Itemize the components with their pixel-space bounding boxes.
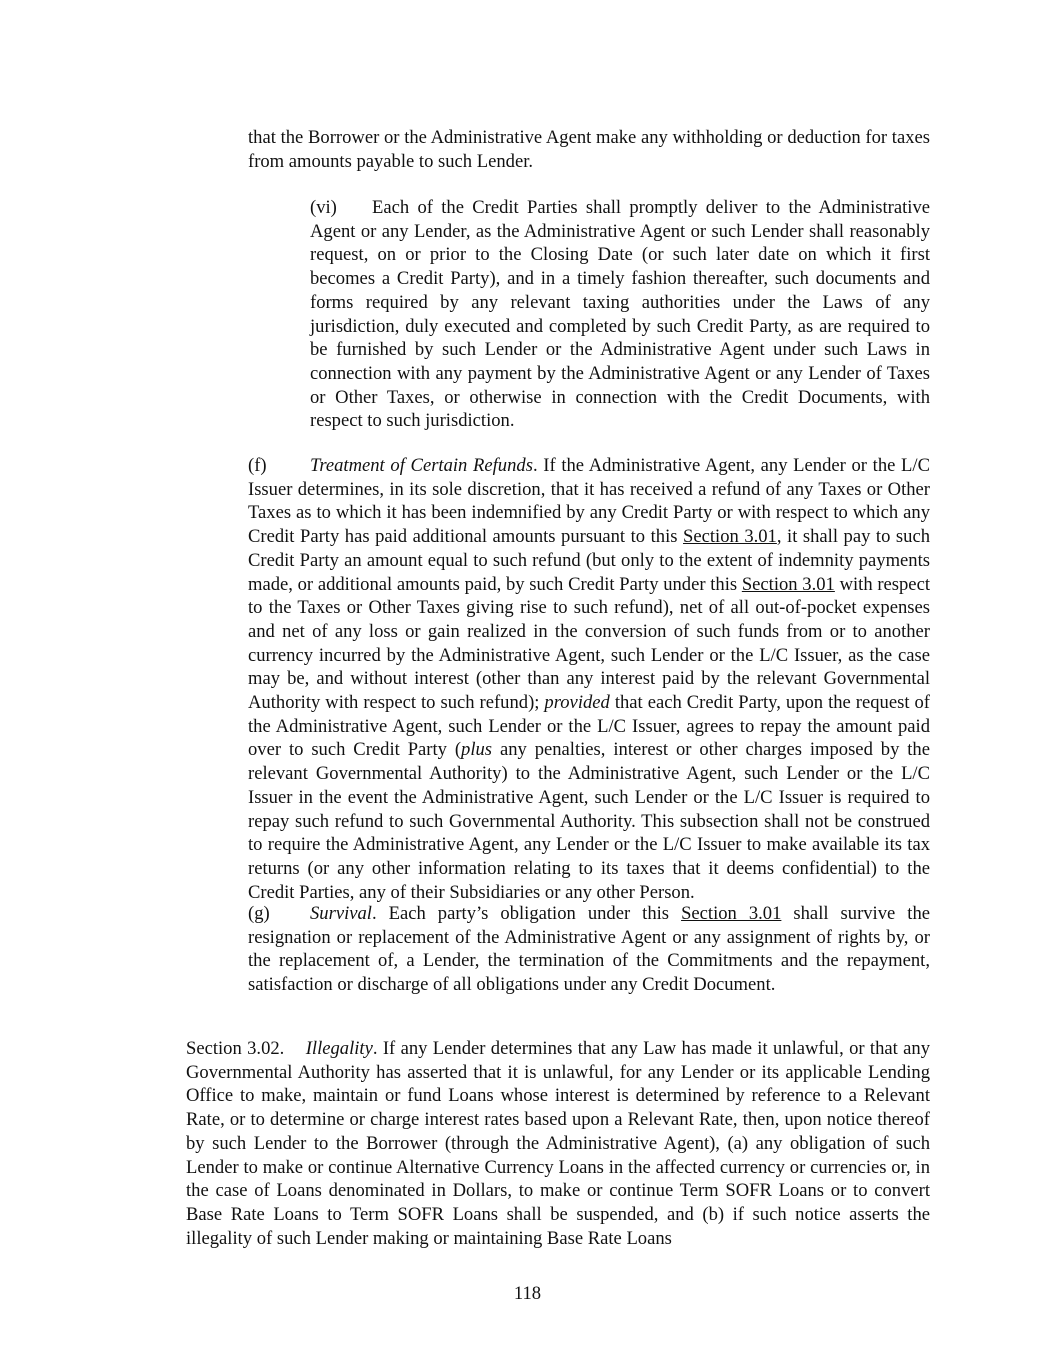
paragraph-f-text-1: . If the Administrative Agent, any Lender or the L/C Issuer determines, in its sole discretion, that it has received a refund of any Taxes or Other Taxes as to which it has been indemnified by any Credit Party or with respect to which any Credit Party has paid additional amounts pursuant to this — [248, 455, 930, 548]
section-reference-link[interactable]: Section 3.01 — [683, 526, 777, 548]
paragraph-g-number: (g) — [248, 903, 270, 924]
paragraph-vi — [248, 196, 930, 433]
paragraph-f-text — [124, 454, 930, 904]
section-3-02-heading: Illegality — [305, 1038, 373, 1059]
section-reference-link[interactable]: Section 3.01 — [681, 903, 782, 924]
paragraph-g-text-2: shall survive the resignation or replacement of the Administrative Agent or any assignment of rights by, or the replacement of, a Lender, the termination of the Commitments and the repayment, satisfaction or discharge of all obligations under any Credit Document. — [248, 903, 930, 996]
section-3-02-text — [124, 1037, 930, 1250]
plus-term: plus — [461, 739, 493, 761]
paragraph-continuation — [248, 126, 930, 173]
page-number: 118 — [513, 1283, 542, 1304]
paragraph-g-text — [124, 902, 930, 997]
provided-term: provided — [544, 692, 610, 714]
continuation-text: that the Borrower or the Administrative Agent make any withholding or deduction for taxes from amounts payable to such Lender. — [248, 127, 930, 172]
section-3-02 — [124, 1037, 930, 1250]
paragraph-f-text-2: , it shall pay to such Credit Party an amount equal to such refund (but only to the extent of indemnity payments made, or additional amounts paid, by such Credit Party under this — [248, 526, 930, 595]
paragraph-f-text-5: any penalties, interest or other charges imposed by the relevant Governmental Authority) to the Administrative Agent, such Lender or the L/C Issuer in the event the Administrative Agent, such Lender or the L/C Issuer is required to repay such refund to such Governmental Authority. This subsection shall not be construed to require the Administrative Agent, any Lender or the L/C Issuer to make available its tax returns (or any other information relating to its taxes that it deems confidential) to the Credit Parties, any of their Subsidiaries or any other Person. — [248, 739, 930, 903]
paragraph-g-text-1: . Each party’s obligation under this — [371, 903, 682, 924]
section-3-02-label: Section 3.02. — [186, 1038, 285, 1059]
paragraph-f-text-3: with respect to the Taxes or Other Taxes giving rise to such refund), net of all out-of-pocket expenses and net of any loss or gain realized in the conversion of such funds from or to another currency incurred by the Administrative Agent, such Lender or the L/C Issuer, as the case may be, and without interest (other than any interest paid by the relevant Governmental Authority with respect to such refund); — [248, 573, 930, 714]
paragraph-f-heading: Treatment of Certain Refunds — [310, 455, 533, 476]
paragraph-g — [124, 902, 930, 997]
paragraph-vi-number: (vi) — [310, 197, 337, 218]
paragraph-f — [124, 454, 930, 904]
paragraph-vi-body: Each of the Credit Parties shall promptly deliver to the Administrative Agent or any Lender, as the Administrative Agent or such Lender shall reasonably request, on or prior to the Closing Date (or such later date on which it first becomes a Credit Party), and in a timely fashion thereafter, such documents and forms required by any relevant taxing authorities under the Laws of any jurisdiction, duly executed and completed by such Credit Party, as are required to be furnished by such Lender or the Administrative Agent under such Laws in connection with any payment by the Administrative Agent or any Lender of Taxes or Other Taxes, or otherwise in connection with the Credit Documents, with respect to such jurisdiction. — [310, 197, 930, 432]
section-reference-link[interactable]: Section 3.01 — [741, 573, 835, 595]
paragraph-f-number: (f) — [248, 455, 267, 476]
section-3-02-body: . If any Lender determines that any Law has made it unlawful, or that any Governmental Authority has asserted that it is unlawful, for any Lender or its applicable Lending Office to make, maintain or fund Loans whose interest is determined by reference to a Relevant Rate, or to determine or charge interest rates based upon a Relevant Rate, then, upon notice thereof by such Lender to the Borrower (through the Administrative Agent), (a) any obligation of such Lender to make or continue Alternative Currency Loans in the affected currency or currencies or, in the case of Loans denominated in Dollars, to make or continue Term SOFR Loans or to convert Base Rate Loans to Term SOFR Loans shall be suspended, and (b) if such notice asserts the illegality of such Lender making or maintaining Base Rate Loans — [186, 1038, 931, 1249]
paragraph-g-heading: Survival — [310, 903, 372, 924]
paragraph-f-text-4: that each Credit Party, upon the request of the Administrative Agent, such Lender or the L/C Issuer, agrees to repay the amount paid over to such Credit Party ( — [248, 692, 930, 761]
paragraph-vi-text — [248, 196, 930, 433]
